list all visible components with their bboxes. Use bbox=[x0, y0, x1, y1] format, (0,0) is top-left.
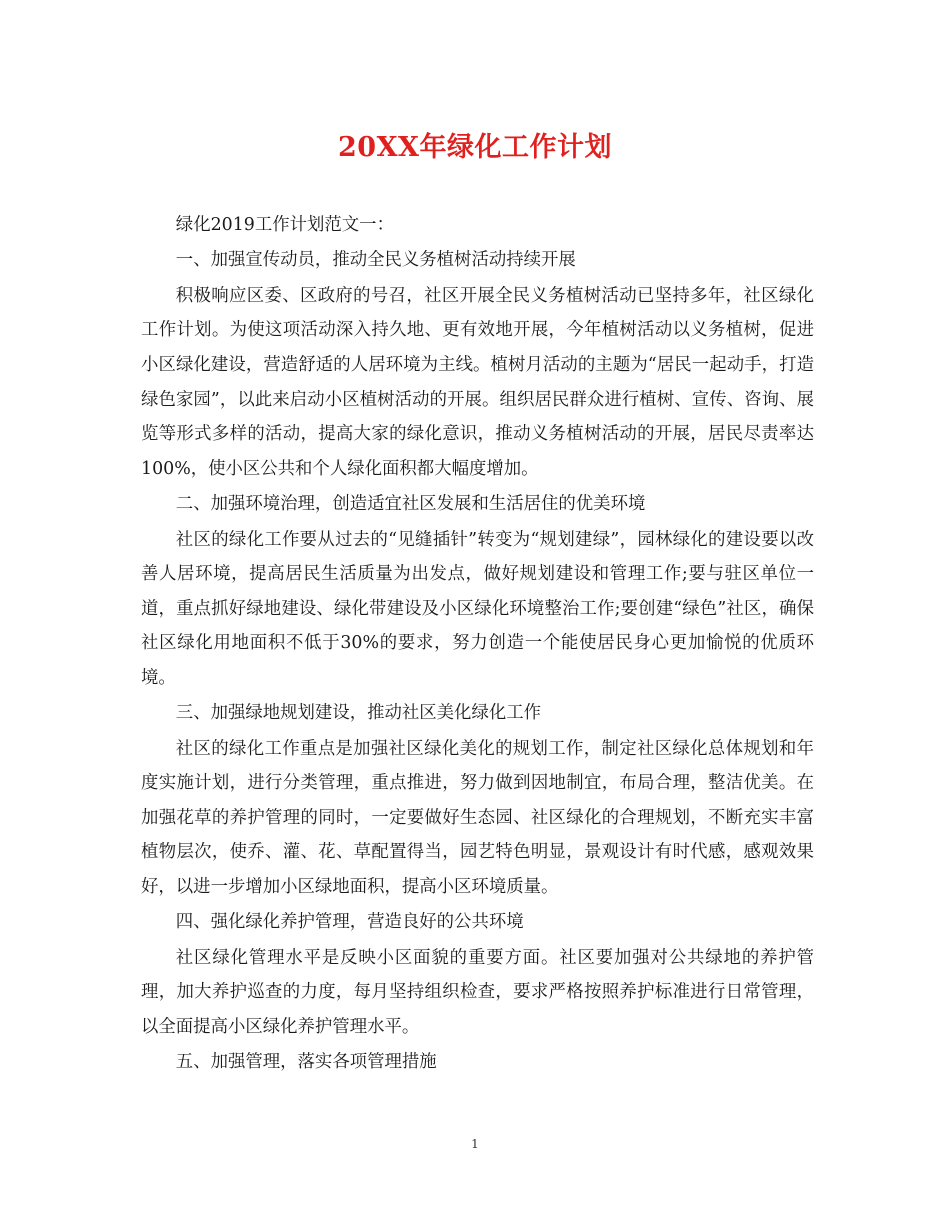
section-heading-1: 一、加强宣传动员，推动全民义务植树活动持续开展 bbox=[175, 250, 576, 271]
body-paragraph-2: 社区的绿化工作要从过去的“见缝插针”转变为“规划建绿”，园林绿化的建设要以改善人居环境，提高居民生活质量为出发点，做好规划建设和管理工作;要与驻区单位一道，重点抓好绿地建设、绿化带建设及小区绿化环境整治工作;要创建“绿色”社区，确保社区绿化用地面积不低于30%的要求，努力创造一个能使居民身心更加愉悦的优质环境。 bbox=[141, 529, 814, 688]
section-heading-4: 四、强化绿化养护管理，营造良好的公共环境 bbox=[175, 912, 524, 933]
section-heading-5: 五、加强管理，落实各项管理措施 bbox=[175, 1052, 437, 1073]
intro-paragraph: 绿化2019工作计划范文一： bbox=[175, 215, 394, 235]
body-paragraph-1: 积极响应区委、区政府的号召，社区开展全民义务植树活动已坚持多年，社区绿化工作计划。为使这项活动深入持久地、更有效地开展，今年植树活动以义务植树，促进小区绿化建设，营造舒适的人居环境为主线。植树月活动的主题为“居民一起动手，打造绿色家园”，以此来启动小区植树活动的开展。组织居民群众进行植树、宣传、咨询、展览等形式多样的活动，提高大家的绿化意识，推动义务植树活动的开展，居民尽责率达100%，使小区公共和个人绿化面积都大幅度增加。 bbox=[141, 285, 814, 479]
document-title: 20XX年绿化工作计划 bbox=[338, 132, 612, 163]
page-number: 1 bbox=[471, 1137, 479, 1151]
section-heading-3: 三、加强绿地规划建设，推动社区美化绿化工作 bbox=[175, 703, 542, 724]
section-heading-2: 二、加强环境治理，创造适宜社区发展和生活居住的优美环境 bbox=[175, 494, 646, 515]
document-body bbox=[141, 208, 814, 1081]
body-paragraph-3: 社区的绿化工作重点是加强社区绿化美化的规划工作，制定社区绿化总体规划和年度实施计划，进行分类管理，重点推进，努力做到因地制宜，布局合理，整洁优美。在加强花草的养护管理的同时，一定要做好生态园、社区绿化的合理规划，不断充实丰富植物层次，使乔、灌、花、草配置得当，园艺特色明显，景观设计有时代感，感观效果好，以进一步增加小区绿地面积，提高小区环境质量。 bbox=[141, 738, 814, 898]
body-paragraph-4: 社区绿化管理水平是反映小区面貌的重要方面。社区要加强对公共绿地的养护管理，加大养护巡查的力度，每月坚持组织检查，要求严格按照养护标准进行日常管理，以全面提高小区绿化养护管理水平。 bbox=[141, 947, 814, 1038]
